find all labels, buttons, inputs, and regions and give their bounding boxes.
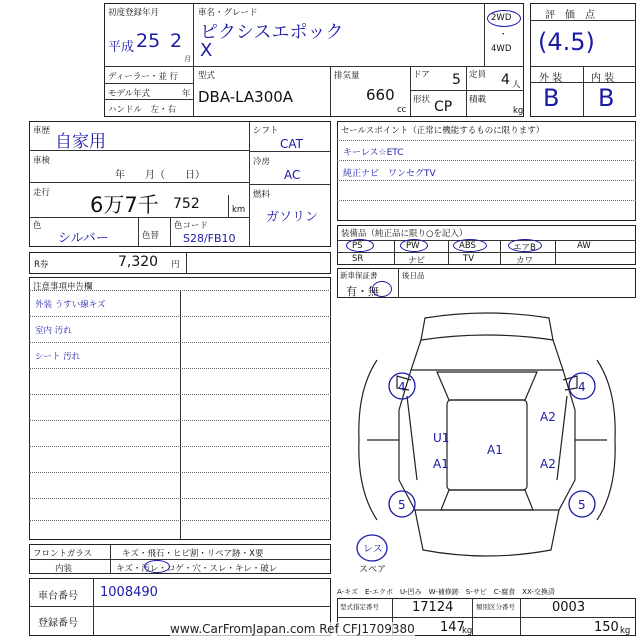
dealer-label: ディーラー・並 行 [108, 72, 179, 82]
equip-abs: ABS [459, 241, 476, 251]
note-line-2: 室内 汚れ [35, 326, 72, 336]
car-diagram [337, 300, 636, 585]
recycle-box [29, 252, 331, 274]
capacity-value: 4 [501, 72, 510, 88]
mark-rear-left-wheel: 5 [398, 498, 406, 512]
mark-right-rear-door: A2 [540, 457, 556, 471]
color-value: シルバー [58, 231, 109, 246]
shift-label: シフト [253, 126, 279, 136]
mileage-sub: 752 [173, 196, 200, 212]
history-value: 自家用 [55, 132, 106, 152]
year-value: 25 [136, 30, 161, 52]
interior-grade: B [598, 84, 615, 112]
interior-items: キズ・汚レ・コゲ・穴・スレ・キレ・破レ [116, 564, 278, 574]
displacement-value: 660 [366, 86, 395, 104]
displacement-label: 排気量 [334, 71, 360, 81]
month-value: 2 [170, 30, 183, 52]
model-value: DBA-LA300A [198, 88, 294, 106]
warranty-no-circle [372, 281, 392, 297]
inspection-date: 年 月（ 日） [115, 170, 205, 181]
mileage-label: 走行 [33, 188, 51, 198]
mark-left-rear-door: A1 [433, 457, 449, 471]
note-line-1: 外装 うすい線キズ [35, 300, 106, 310]
mileage-value: 6万7千 [90, 193, 159, 217]
mark-rear-right-wheel: 5 [578, 498, 586, 512]
sales-line-1: キーレス☆ETC [343, 148, 404, 158]
model-year-unit: 年 [182, 89, 191, 99]
era-value: 平成 [108, 40, 135, 55]
km-unit: km [232, 205, 246, 215]
mark-right-front-door: A2 [540, 410, 556, 424]
color-swap-label: 色替 [142, 231, 160, 241]
type-spec-value: 17124 [412, 600, 454, 615]
exterior-grade: B [543, 84, 560, 112]
dirt-circle [144, 560, 170, 573]
yen-unit: 円 [171, 260, 180, 270]
warranty-value: 有・無 [346, 285, 379, 298]
color-code-label: 色コード [174, 221, 209, 231]
ac-value: AC [284, 168, 301, 182]
load-label: 積載 [469, 95, 487, 105]
equip-pw: PW [406, 241, 420, 251]
fuel-label: 燃料 [253, 190, 271, 200]
score-value: (4.5) [538, 28, 595, 56]
grade-value: X [200, 40, 213, 61]
car-name-label: 車名・グレード [198, 8, 258, 18]
equip-navi: ナビ [408, 256, 426, 266]
equip-ps: PS [352, 241, 363, 251]
category-value: 0003 [552, 600, 586, 615]
equip-tv: TV [463, 254, 475, 264]
mark-front-left-wheel: 4 [398, 380, 406, 394]
mark-left-front-door: U1 [433, 431, 450, 445]
score-label: 評 価 点 [545, 10, 595, 21]
shape-value: CP [434, 99, 453, 115]
weight-1: 147 [440, 620, 465, 635]
cc-unit: cc [397, 105, 407, 115]
chassis-value: 1008490 [100, 585, 158, 600]
sales-line-2: 純正ナビ ワンセグTV [343, 169, 436, 179]
model-label: 型式 [198, 71, 216, 81]
first-reg-label: 初度登録年月 [108, 8, 160, 18]
equip-aw: AW [577, 241, 591, 251]
drive-4wd: 4WD [491, 44, 512, 54]
spare-label: スペア [359, 565, 387, 575]
category-label: 類別区分番号 [476, 603, 515, 611]
color-label: 色 [33, 221, 42, 231]
recycle-label: R券 [34, 260, 49, 270]
ac-label: 冷房 [253, 157, 271, 167]
handle-label: ハンドル 左・右 [108, 105, 177, 115]
equip-sr: SR [352, 254, 364, 264]
door-label: ドア [413, 70, 430, 80]
note-line-3: シート 汚れ [35, 352, 81, 362]
chassis-label: 車台番号 [38, 591, 78, 602]
kg-unit-2: kg [620, 626, 631, 636]
capacity-label: 定員 [469, 70, 487, 80]
front-glass-items: キズ・飛石・ヒビ割・リペア跡・X要 [122, 549, 264, 559]
front-glass-label: フロントガラス [33, 549, 92, 559]
month-unit: 月 [184, 55, 191, 63]
model-year-label: モデル年式 [108, 89, 151, 99]
watermark: www.CarFromJapan.com Ref CFJ1709380 [170, 622, 415, 636]
kg-unit-1: kg [462, 626, 473, 636]
equip-airbag: エアB [513, 243, 536, 253]
exterior-label: 外 装 [539, 73, 563, 84]
equip-leather: カワ [516, 256, 534, 266]
color-code-value: S28/FB10 [183, 232, 236, 245]
equipment-label: 装備品（純正品に限り○を記入） [341, 229, 468, 239]
damage-legend: A-キズ E-エクボ U-凹み W-補修跡 S-サビ C-腐食 XX-交換済 [337, 588, 555, 596]
type-spec-label: 型式指定番号 [340, 603, 379, 611]
shift-value: CAT [280, 137, 303, 151]
drive-2wd: 2WD [491, 13, 512, 23]
drive-sep: ・ [499, 30, 508, 40]
weight-2: 150 [594, 620, 619, 635]
mark-roof: A1 [487, 443, 503, 457]
kg-unit: kg [513, 106, 524, 116]
shape-label: 形状 [413, 95, 431, 105]
mark-front-right-wheel: 4 [578, 380, 586, 394]
interior-label-2: 内装 [55, 564, 73, 574]
doors-value: 5 [452, 72, 461, 88]
sales-label: セールスポイント（正常に機能するものに限ります） [341, 126, 545, 136]
fuel-value: ガソリン [266, 210, 319, 225]
recycle-value: 7,320 [118, 254, 159, 270]
interior-label: 内 装 [591, 73, 615, 84]
reg-label: 登録番号 [38, 618, 78, 629]
warranty-label: 新車保証書 [340, 271, 378, 280]
car-name-value: ピクシスエポック [200, 22, 344, 43]
spare-mark: レス [363, 544, 383, 555]
capacity-unit: 人 [512, 80, 521, 90]
history-label: 車歴 [33, 126, 51, 136]
notes-label: 注意事項申告欄 [33, 282, 93, 292]
inspection-label: 車検 [33, 156, 51, 166]
after-label: 後日品 [402, 271, 425, 280]
